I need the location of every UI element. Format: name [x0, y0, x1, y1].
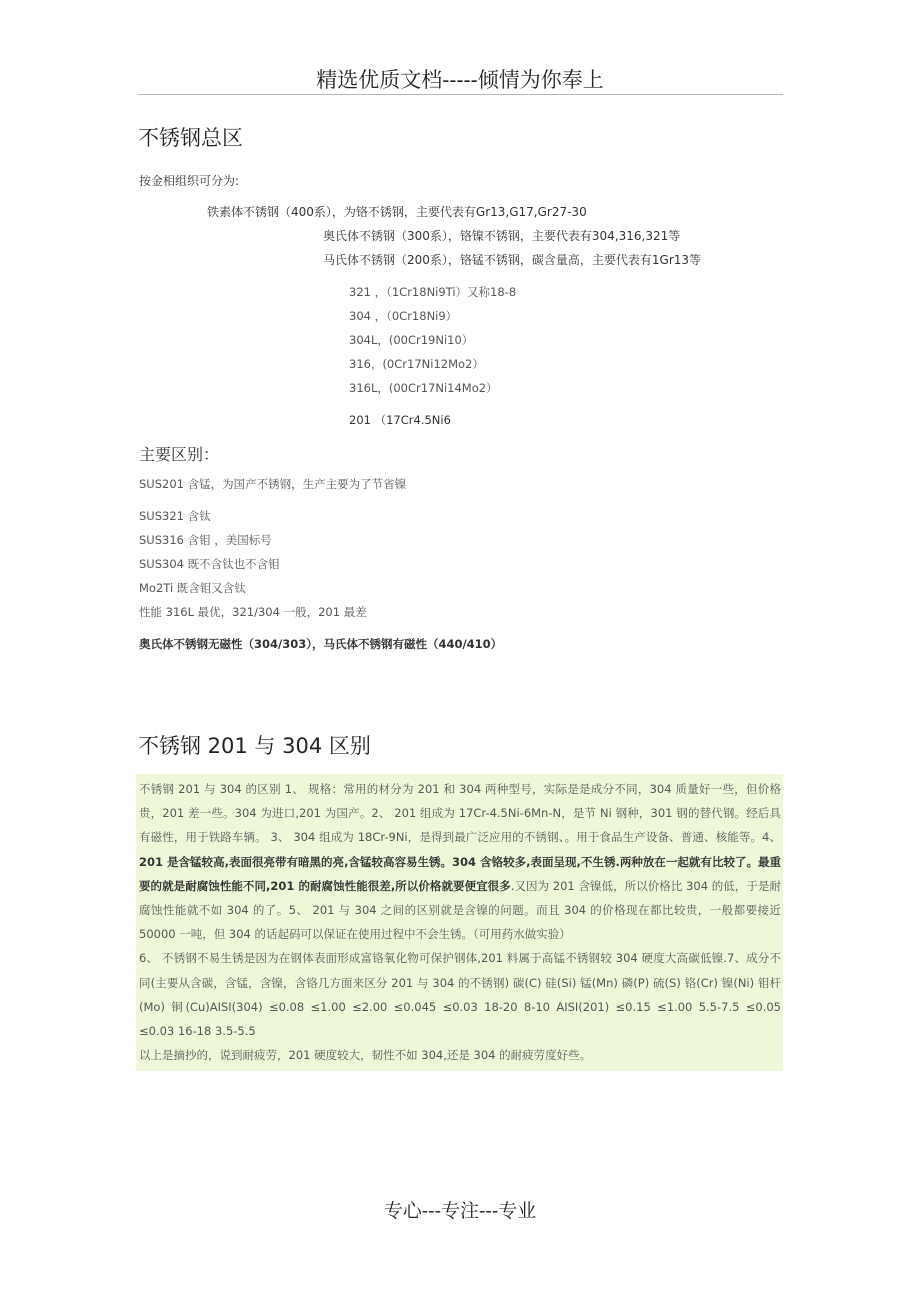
magnetism-note: 奥氏体不锈钢无磁性（304/303），马氏体不锈钢有磁性（440/410）: [139, 637, 503, 651]
diff-line-mo2ti: Mo2Ti 既含钼又含钛: [139, 581, 246, 595]
diff-line-performance: 性能 316L 最优，321/304 一般，201 最差: [139, 605, 367, 619]
diff-line-316: SUS316 含钼 ，美国标号: [139, 533, 272, 547]
type-austenitic: 奥氏体不锈钢（300系），铬镍不锈钢，主要代表有304,316,321等: [323, 229, 681, 243]
grade-304l: 304L，(00Cr19Ni10）: [349, 333, 474, 347]
type-martensitic: 马氏体不锈钢（200系），铬锰不锈钢，碳含量高，主要代表有1Gr13等: [323, 253, 702, 267]
comparison-p1-bold: 201 是含锰较高,表面很亮带有暗黑的亮,含锰较高容易生锈。304 含铬较多,表面呈现,不生锈.两种放在一起就有比较了。最重要的就是耐腐蚀性能不同,201 的耐腐蚀性能很差,所以价格就要便宜很多: [139, 854, 781, 893]
section-heading-201-vs-304: 不锈钢 201 与 304 区别: [138, 734, 371, 758]
grade-316: 316，(0Cr17Ni12Mo2）: [349, 357, 484, 371]
diff-line-321: SUS321 含钛: [139, 509, 211, 523]
grade-321: 321 ，（1Cr18Ni9Ti）又称18-8: [349, 285, 517, 299]
comparison-p1-end: .又因为 201 含镍低，所以价格比 304 的低，于是耐腐蚀性能就不如 304 的了。5、 201 与 304 之间的区别就是含镍的问题。而且 304 的价格现在都比较贵，一般都要接近 50000 一吨，但 304 的话起码可以保证在使用过程中不会生锈。（可用药水做实验）: [139, 878, 781, 942]
comparison-highlight-box: [136, 774, 783, 1071]
comparison-paragraph-3: 以上是摘抄的，说到耐疲劳，201 硬度较大，韧性不如 304,还是 304 的耐疲劳度好些。: [139, 1048, 592, 1063]
grade-201: 201 （17Cr4.5Ni6: [349, 413, 451, 427]
comparison-paragraph-2: 6、 不锈钢不易生锈是因为在钢体表面形成富铬氧化物可保护钢体,201 料属于高锰不锈钢较 304 硬度大高碳低镍.7、成分不同(主要从含碳，含锰，含镍，含铬几方面来区分 201 与 304 的不锈钢) 碳(C) 硅(Si) 锰(Mn) 磷(P) 硫(S) 铬(Cr) 镍(Ni) 钼杆(Mo) 铜(Cu)AISI(304) ≤0.08 ≤1.00 ≤2.00 ≤0.045 ≤0.03 18-20 8-10 AISI(201) ≤0.15 ≤1.00 5.5-7.5 ≤0.05 ≤0.03 16-18 3.5-5.5: [139, 951, 781, 1039]
section-heading-overview: 不锈钢总区: [138, 126, 243, 150]
page-header-title: 精选优质文档-----倾情为你奉上: [316, 68, 604, 92]
diff-line-201: SUS201 含锰，为国产不锈钢，生产主要为了节省镍: [139, 477, 407, 491]
grade-316l: 316L，(00Cr17Ni14Mo2）: [349, 381, 498, 395]
page-footer-title: 专心---专注---专业: [383, 1200, 537, 1222]
comparison-p1-start: 不锈钢 201 与 304 的区别 1、 规格：常用的材分为 201 和 304 两种型号，实际是是成分不同，304 质量好一些，但价格贵，201 差一些。304 为进口,201 为国产。2、 201 组成为 17Cr-4.5Ni-6Mn-N，是节 Ni 钢种，301 钢的替代钢。经后具有磁性，用于铁路车辆。 3、 304 组成为 18Cr-9Ni，是得到最广泛应用的不锈钢、。用于食品生产设备、普通、核能等。4、: [139, 782, 781, 845]
intro-text: 按金相组织可分为:: [139, 174, 240, 188]
section-heading-differences: 主要区别：: [139, 445, 220, 464]
type-ferritic: 铁素体不锈钢（400系），为铬不锈钢，主要代表有Gr13,G17,Gr27-30: [207, 205, 587, 219]
header-divider: [138, 94, 783, 95]
comparison-text: [139, 777, 781, 1067]
comparison-paragraph-1: [139, 777, 781, 946]
grade-304: 304 ，（0Cr18Ni9）: [349, 309, 458, 323]
diff-line-304: SUS304 既不含钛也不含钼: [139, 557, 280, 571]
